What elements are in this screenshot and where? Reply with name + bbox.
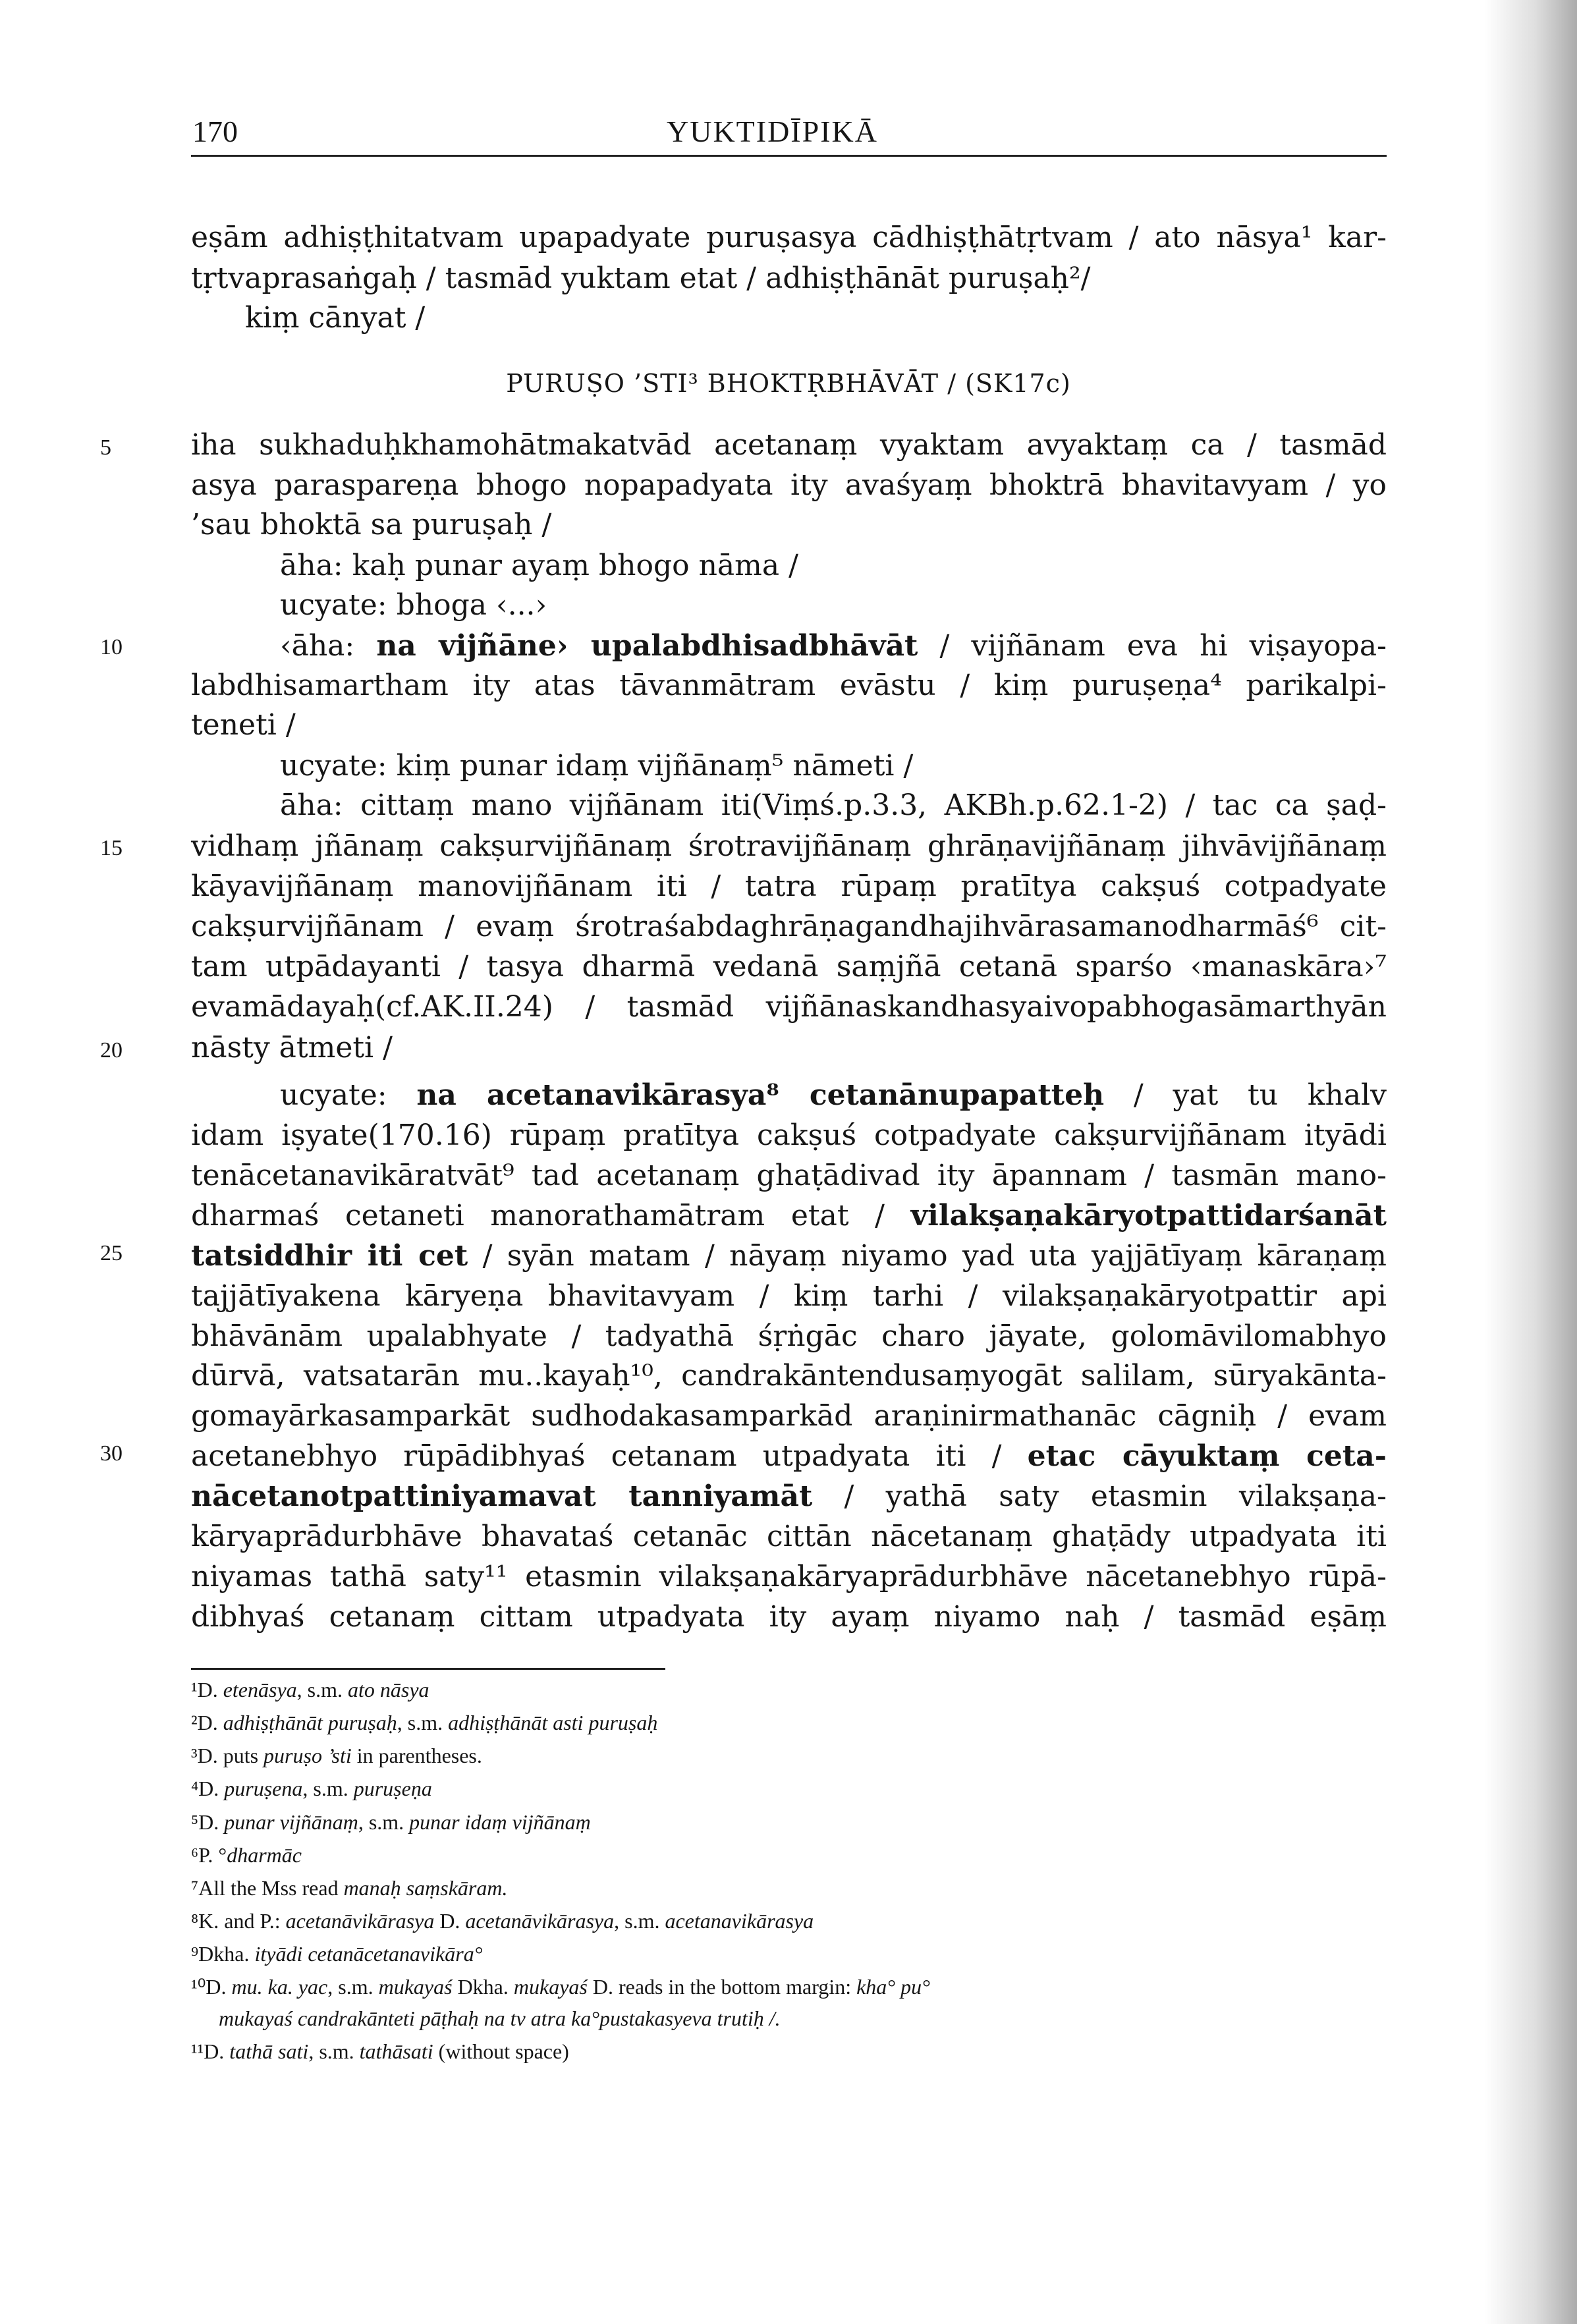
text-line: ucyate: na acetanavikārasya⁸ cetanānupapatteḥ / yat tu khalv: [280, 1078, 1387, 1112]
text-line: acetanebhyo rūpādibhyaś cetanam utpadyata iti / etac cāyuktaṃ ceta-: [191, 1439, 1387, 1473]
text-line: kiṃ cānyat /: [245, 301, 426, 335]
text-line: cakṣurvijñānam / evaṃ śrotraśabdaghrāṇagandhajihvārasamanodharmāś⁶ cit-: [191, 910, 1387, 943]
footnote: mukayaś candrakānteti pāṭhaḥ na tv atra ka°pustakasyeva trutiḥ /.: [219, 2006, 781, 2030]
footnote: ⁷All the Mss read manaḥ saṃskāram.: [191, 1876, 508, 1900]
text-line: āha: kaḥ punar ayaṃ bhogo nāma /: [280, 549, 798, 582]
text-line: eṣām adhiṣṭhitatvam upapadyate puruṣasya cādhiṣṭhātṛtvam / ato nāsya¹ kar-: [191, 221, 1387, 254]
text-line: kāyavijñānaṃ manovijñānam iti / tatra rūpaṃ pratītya cakṣuś cotpadyate: [191, 870, 1387, 903]
line-number: 15: [100, 836, 123, 860]
text-line: dūrvā, vatsatarān mu..kayaḥ¹⁰, candrakāntendusaṃyogāt salilam, sūryakānta-: [191, 1359, 1387, 1393]
footnote: ³D. puts puruṣo ’sti in parentheses.: [191, 1744, 482, 1767]
line-number: 25: [100, 1241, 123, 1265]
line-number: 20: [100, 1038, 123, 1063]
header-rule: [191, 155, 1387, 157]
text-line: ucyate: bhoga ‹...›: [280, 588, 547, 622]
text-line: bhāvānām upalabhyate / tadyathā śṛṅgāc charo jāyate, golomāvilomabhyo: [191, 1319, 1387, 1353]
text-line: tatsiddhir iti cet / syān matam / nāyaṃ niyamo yad uta yajjātīyaṃ kāraṇaṃ: [191, 1239, 1387, 1273]
running-title: YUKTIDĪPIKĀ: [667, 115, 878, 148]
line-number: 30: [100, 1441, 123, 1466]
section-heading: PURUṢO ’STI³ BHOKTṚBHĀVĀT / (SK17c): [506, 369, 1071, 398]
text-line: tṛtvaprasaṅgaḥ / tasmād yuktam etat / adhiṣṭhānāt puruṣaḥ²/: [191, 262, 1091, 295]
text-line: ucyate: kiṃ punar idaṃ vijñānaṃ⁵ nāmeti /: [280, 749, 914, 783]
footnote: ⁵D. punar vijñānaṃ, s.m. punar idaṃ vijñānaṃ: [191, 1810, 591, 1834]
text-line: tajjātīyakena kāryeṇa bhavitavyam / kiṃ tarhi / vilakṣaṇakāryotpattir api: [191, 1279, 1387, 1313]
page-edge-shadow: [1485, 0, 1577, 2324]
text-line: evamādayaḥ(cf.AK.II.24) / tasmād vijñānaskandhasyaivopabhogasāmarthyān: [191, 990, 1387, 1024]
text-line: tam utpādayanti / tasya dharmā vedanā saṃjñā cetanā sparśo ‹manaskāra›⁷: [191, 950, 1387, 983]
text-line: labdhisamartham ity atas tāvanmātram evāstu / kiṃ puruṣeṇa⁴ parikalpi-: [191, 669, 1387, 702]
text-line: tenācetanavikāratvāt⁹ tad acetanaṃ ghaṭādivad ity āpannam / tasmān mano-: [191, 1159, 1387, 1192]
text-line: gomayārkasamparkāt sudhodakasamparkād araṇinirmathanāc cāgniḥ / evam: [191, 1399, 1387, 1433]
text-line: dibhyaś cetanaṃ cittam utpadyata ity ayaṃ niyamo naḥ / tasmād eṣāṃ: [191, 1600, 1387, 1634]
line-number: 10: [100, 635, 123, 659]
footnote: ⁹Dkha. ityādi cetanācetanavikāra°: [191, 1942, 483, 1966]
footnote-rule: [191, 1668, 665, 1670]
text-line: teneti /: [191, 708, 296, 742]
footnote: ¹¹D. tathā sati, s.m. tathāsati (without space): [191, 2039, 569, 2063]
line-number: 5: [100, 435, 111, 460]
text-line: vidhaṃ jñānaṃ cakṣurvijñānaṃ śrotravijñānaṃ ghrāṇavijñānaṃ jihvāvijñānaṃ: [191, 829, 1387, 863]
text-line: niyamas tathā saty¹¹ etasmin vilakṣaṇakāryaprādurbhāve nācetanebhyo rūpā-: [191, 1560, 1387, 1593]
footnote: ²D. adhiṣṭhānāt puruṣaḥ, s.m. adhiṣṭhānāt asti puruṣaḥ: [191, 1711, 658, 1734]
footnote: ⁸K. and P.: acetanāvikārasya D. acetanāvikārasya, s.m. acetanavikārasya: [191, 1909, 814, 1933]
page-number: 170: [192, 115, 238, 148]
text-line: ‹āha: na vijñāne› upalabdhisadbhāvāt / vijñānam eva hi viṣayopa-: [280, 629, 1387, 663]
text-line: iha sukhaduḥkhamohātmakatvād acetanaṃ vyaktam avyaktaṃ ca / tasmād: [191, 428, 1387, 462]
text-line: kāryaprādurbhāve bhavataś cetanāc cittān nācetanaṃ ghaṭādy utpadyata iti: [191, 1520, 1387, 1553]
text-line: asya paraspareṇa bhogo nopapadyata ity avaśyaṃ bhoktrā bhavitavyam / yo: [191, 468, 1387, 502]
text-line: āha: cittaṃ mano vijñānam iti(Viṃś.p.3.3, AKBh.p.62.1-2) / tac ca ṣaḍ-: [280, 788, 1387, 822]
footnote: ⁴D. puruṣena, s.m. puruṣeṇa: [191, 1777, 432, 1800]
text-line: nāsty ātmeti /: [191, 1031, 393, 1065]
text-line: ’sau bhoktā sa puruṣaḥ /: [191, 508, 552, 541]
text-line: dharmaś cetaneti manorathamātram etat / vilakṣaṇakāryotpattidarśanāt: [191, 1199, 1387, 1232]
text-line: idam iṣyate(170.16) rūpaṃ pratītya cakṣuś cotpadyate cakṣurvijñānam ityādi: [191, 1119, 1387, 1152]
text-line: nācetanotpattiniyamavat tanniyamāt / yathā saty etasmin vilakṣaṇa-: [191, 1480, 1387, 1513]
footnote: ¹D. etenāsya, s.m. ato nāsya: [191, 1678, 429, 1702]
footnote: ⁶P. °dharmāc: [191, 1843, 302, 1867]
footnote: ¹⁰D. mu. ka. yac, s.m. mukayaś Dkha. mukayaś D. reads in the bottom margin: kha° pu°: [191, 1975, 930, 1999]
